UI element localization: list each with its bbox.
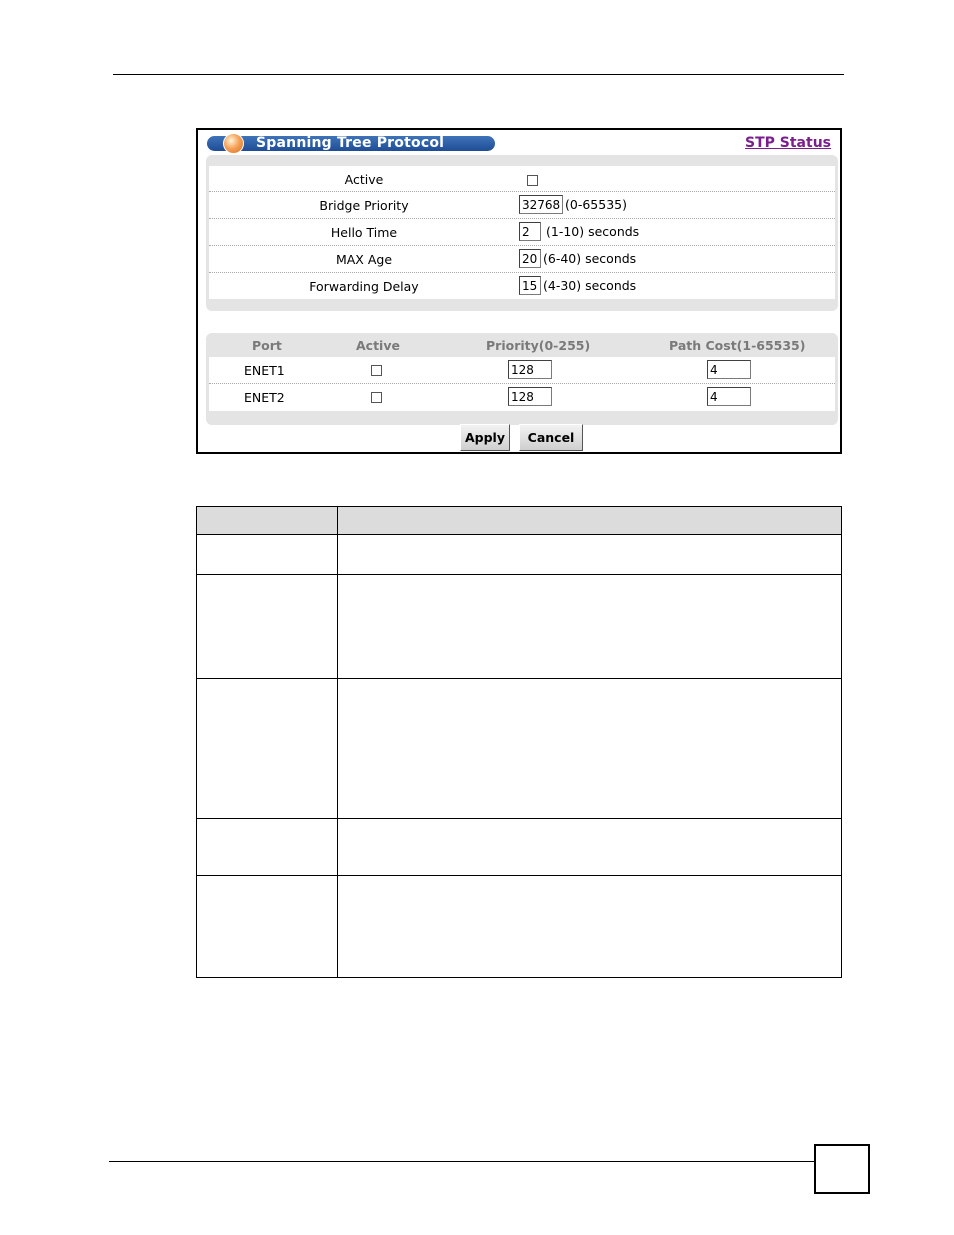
port-settings xyxy=(206,333,838,425)
page-number-box xyxy=(814,1144,870,1194)
stp-screenshot-panel xyxy=(196,128,842,454)
forwarding-delay-input[interactable]: 15 xyxy=(519,276,541,295)
hello-time-row xyxy=(209,219,835,246)
bridge-priority-input[interactable]: 32768 xyxy=(519,195,563,214)
hello-time-hint: (1-10) seconds xyxy=(546,224,640,239)
active-column-header: Active xyxy=(356,338,400,353)
bridge-priority-hint: (0-65535) xyxy=(565,197,627,212)
port-path-cost-input[interactable]: 4 xyxy=(707,360,751,379)
priority-column-header: Priority(0-255) xyxy=(486,338,591,353)
port-path-cost-input[interactable]: 4 xyxy=(707,387,751,406)
row-divider xyxy=(197,818,841,819)
path-cost-column-header: Path Cost(1-65535) xyxy=(669,338,806,353)
port-active-checkbox[interactable] xyxy=(371,392,382,403)
footer-rule xyxy=(109,1161,815,1162)
row-divider xyxy=(197,574,841,575)
table-row xyxy=(209,357,835,384)
title-bar xyxy=(207,136,495,151)
max-age-hint: (6-40) seconds xyxy=(543,251,637,266)
port-active-checkbox[interactable] xyxy=(371,365,382,376)
port-name: ENET1 xyxy=(244,363,285,378)
port-table-header xyxy=(206,333,838,357)
apply-button[interactable]: Apply xyxy=(460,424,510,451)
port-priority-input[interactable]: 128 xyxy=(508,360,552,379)
bridge-priority-label: Bridge Priority xyxy=(319,198,409,213)
forwarding-delay-label: Forwarding Delay xyxy=(309,279,419,294)
stp-active-checkbox[interactable] xyxy=(527,175,538,186)
port-name: ENET2 xyxy=(244,390,285,405)
row-divider xyxy=(197,678,841,679)
max-age-label: MAX Age xyxy=(335,252,393,267)
max-age-input[interactable]: 20 xyxy=(519,249,541,268)
table-row xyxy=(209,384,835,411)
forwarding-delay-row xyxy=(209,273,835,299)
description-table xyxy=(196,506,842,978)
column-divider xyxy=(337,507,338,977)
description-table-header xyxy=(197,507,841,535)
forwarding-delay-hint: (4-30) seconds xyxy=(543,278,637,293)
hello-time-label: Hello Time xyxy=(330,225,398,240)
header-rule xyxy=(113,74,844,75)
active-row xyxy=(209,166,835,192)
max-age-row xyxy=(209,246,835,273)
bridge-priority-row xyxy=(209,192,835,219)
page-title: Spanning Tree Protocol xyxy=(256,135,445,151)
port-priority-input[interactable]: 128 xyxy=(508,387,552,406)
cancel-button[interactable]: Cancel xyxy=(519,424,583,451)
stp-status-link[interactable]: STP Status xyxy=(745,135,831,151)
row-divider xyxy=(197,875,841,876)
port-column-header: Port xyxy=(252,338,282,353)
orb-icon xyxy=(223,133,244,154)
hello-time-input[interactable]: 2 xyxy=(519,222,541,241)
active-label: Active xyxy=(344,172,384,187)
general-settings xyxy=(206,155,838,311)
